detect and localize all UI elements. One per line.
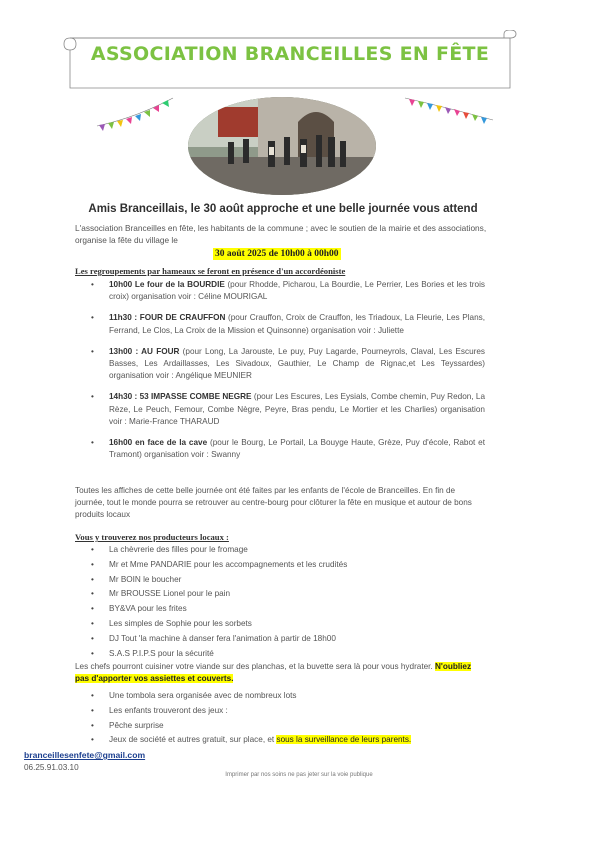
list-item: • La chèvrerie des filles pour le fromage [75, 543, 485, 558]
hameau-time: 10h00 Le four de la BOURDIE [109, 280, 225, 289]
list-item: • Les enfants trouveront des jeux : [75, 704, 485, 719]
surveillance-highlight: sous la surveillance de leurs parents. [276, 735, 412, 745]
bunting-left-decoration [95, 96, 175, 136]
contact-email-link[interactable]: branceillesenfete@gmail.com [24, 750, 146, 760]
bunting-right-decoration [403, 94, 495, 130]
hameau-details: (pour le Bourg, Le Portail, La Bouyge Haute, Grèze, Puy d'école, Rabot et Tramont) organisation voir : Swanny [109, 438, 485, 460]
village-festival-photo [188, 97, 376, 195]
page-title: ASSOCIATION BRANCEILLES EN FÊTE [90, 43, 490, 65]
hameau-details: (pour Rhodde, Picharou, La Bourdie, Le Perrier, Les Bories et les trois croix) organisation voir : Céline MOURIGAL [109, 280, 485, 302]
list-item [75, 733, 485, 748]
list-item [75, 346, 485, 383]
assiettes-highlight: N'oubliez pas d'apporter vos assiettes et couverts. [75, 662, 472, 683]
hameau-time: 14h30 : 53 IMPASSE COMBE NEGRE [109, 392, 252, 402]
list-item [75, 312, 485, 336]
event-date-highlight: 30 août 2025 de 10h00 à 00h00 [215, 249, 339, 259]
list-item: • S.A.S P.I.P.S pour la sécurité [75, 647, 485, 662]
list-item: • Mr BOIN le boucher [75, 573, 485, 588]
affiches-paragraph: Toutes les affiches de cette belle journée ont été faites par les enfants de l'école de Branceilles. En fin de journée, tout le monde pourra se retrouver au centre-bourg pour clôturer la fête en musique et autour de bons produits locaux [75, 486, 472, 519]
list-item [75, 437, 485, 461]
list-item [75, 391, 485, 428]
hameau-time: 13h00 : AU FOUR [109, 346, 180, 356]
hameau-time: 11h30 : FOUR DE CRAUFFON [109, 313, 226, 323]
list-item: • Pêche surprise [75, 719, 485, 734]
headline: Amis Branceillais, le 30 août approche et une belle journée vous attend [88, 203, 478, 215]
producteurs-heading: Vous y trouverez nos producteurs locaux : [75, 532, 229, 542]
producteurs-list [75, 543, 485, 661]
hameaux-heading: Les regroupements par hameaux se feront en présence d'un accordéoniste [75, 266, 346, 276]
list-item: • Mr et Mme PANDARIE pour les accompagnements et les crudités [75, 558, 485, 573]
list-item: • DJ Tout 'la machine à danser fera l'animation à partir de 18h00 [75, 632, 485, 647]
animations-list [75, 689, 485, 748]
list-item: • Les simples de Sophie pour les sorbets [75, 617, 485, 632]
intro-text: L'association Branceilles en fête, les habitants de la commune ; avec le soutien de la mairie et des associations, organise la fête du village le [75, 223, 487, 245]
chefs-text: Les chefs pourront cuisiner votre viande sur des planchas, et la buvette sera là pour vous hydrater. [75, 662, 433, 671]
hameau-time: 16h00 en face de la cave [109, 438, 208, 448]
list-item: • Une tombola sera organisée avec de nombreux lots [75, 689, 485, 704]
footer-note: Imprimer par nos soins ne pas jeter sur la voie publique [225, 772, 373, 778]
jeux-text: Jeux de société et autres gratuit, sur place, et [109, 735, 277, 745]
hameau-details: (pour Crauffon, Croix de Crauffon, les Triadoux, La Fleurie, Les Plans, Ferrand, Le Clos, La Croix de la Mission et Quinsonne) organisation voir : Juliette [109, 313, 485, 335]
list-item [75, 279, 485, 303]
contact-phone: 06.25.91.03.10 [24, 763, 79, 772]
chefs-paragraph [75, 661, 485, 685]
list-item: • BY&VA pour les frites [75, 602, 485, 617]
hameau-details: (pour Les Escures, Les Eysials, Combe chemin, Puy Redon, La Rèze, Le Peuch, Femour, Combe Nègre, Peyre, Bras pendu, Le Mortier et les Charlies) organisation voir : Marie-France THARAUD [109, 392, 486, 426]
hameau-details: (pour Long, La Jarouste, Le puy, Puy Lagarde, Pourneyrols, Claval, Les Escures Basses, Les Ardaillasses, Les Sivadoux, Gauthier, Le Champ de Rignac,et Les Teyssardes) organisation voir : Angélique MEUNIER [109, 346, 486, 381]
hameaux-list [75, 279, 485, 470]
list-item: • Mr BROUSSE Lionel pour le pain [75, 587, 485, 602]
